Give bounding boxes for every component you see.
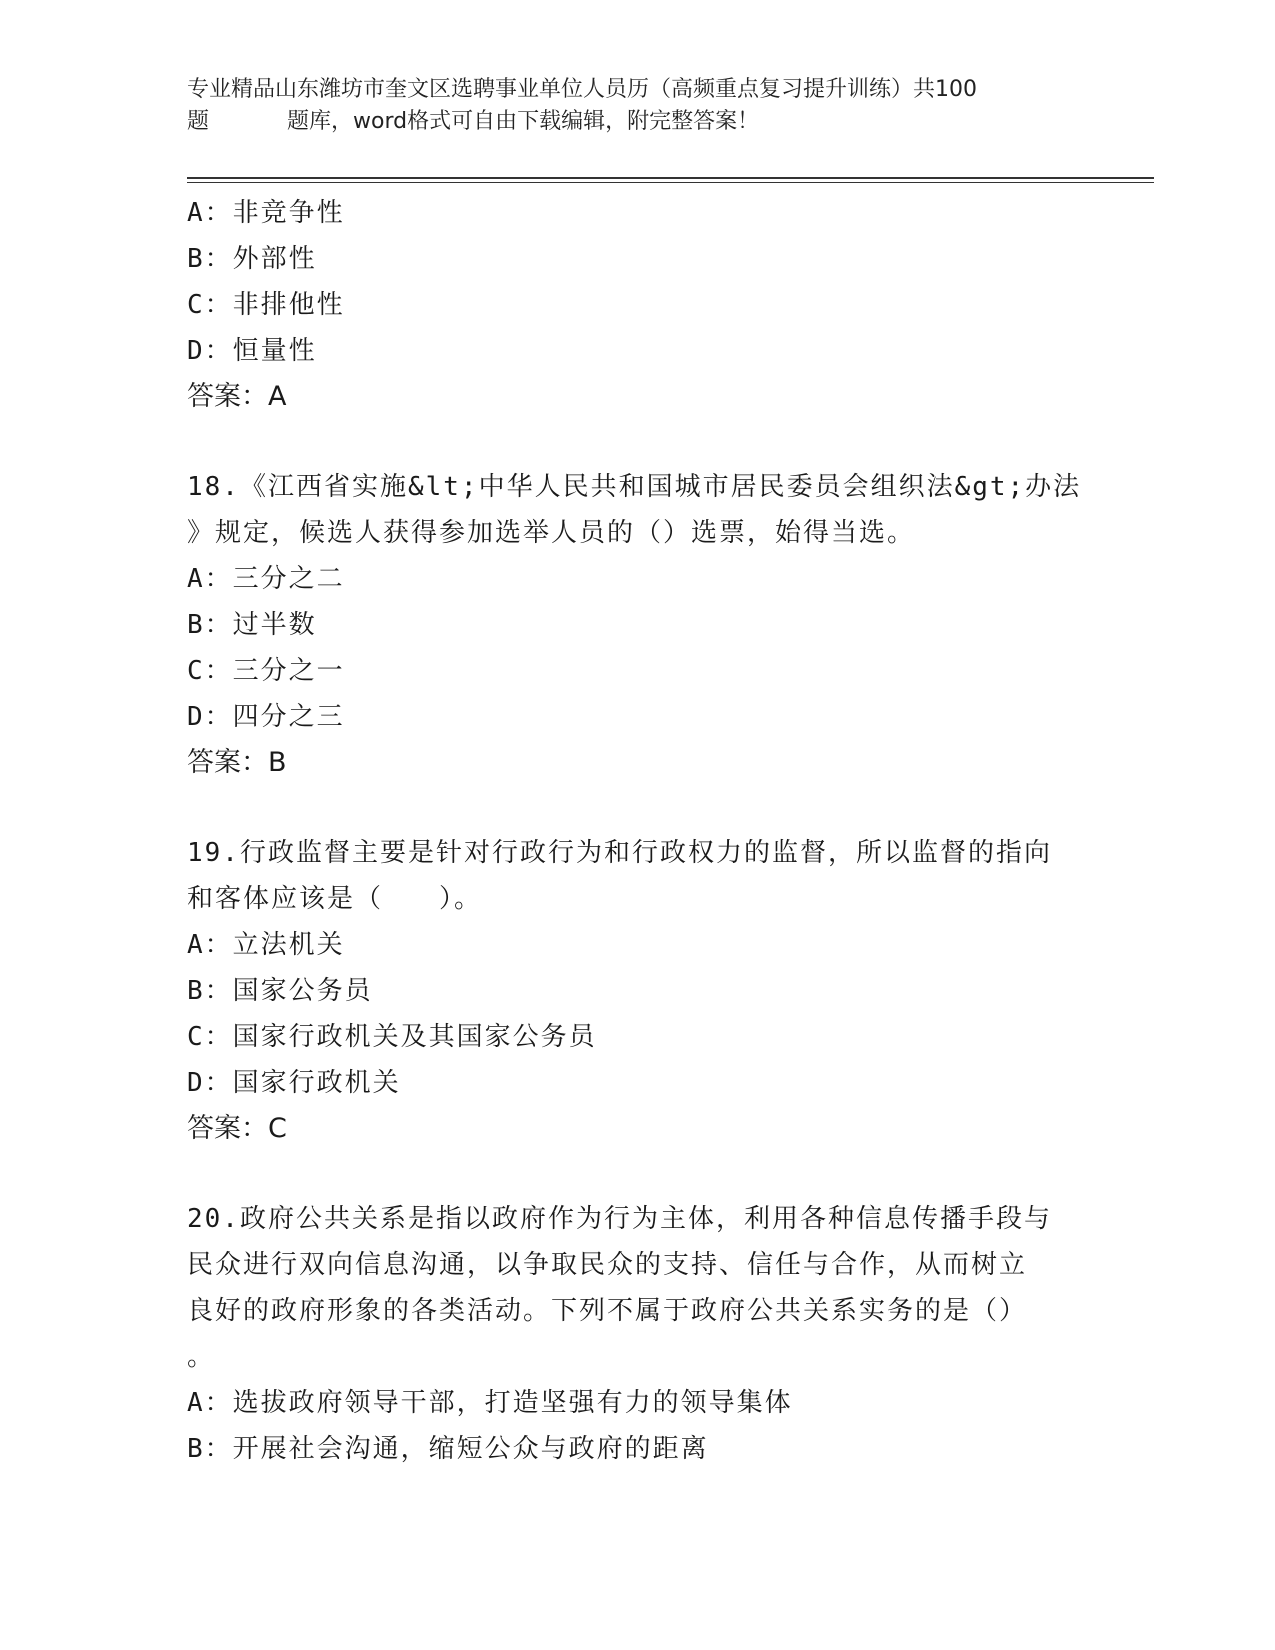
header-line-1: 专业精品山东潍坊市奎文区选聘事业单位人员历（高频重点复习提升训练）共100 xyxy=(187,77,977,102)
question-stem-line: 。 xyxy=(187,1342,216,1372)
header-divider-thick xyxy=(187,177,1154,179)
option-c: C：三分之一 xyxy=(187,656,345,686)
document-body xyxy=(187,190,1087,1472)
answer: 答案：A xyxy=(187,381,287,412)
question-block-18 xyxy=(187,464,1087,786)
header-line-2-rest: 题库，word格式可自由下载编辑，附完整答案！ xyxy=(287,109,760,134)
question-stem-line: 》规定，候选人获得参加选举人员的（）选票，始得当选。 xyxy=(187,518,916,548)
option-b: B：过半数 xyxy=(187,610,317,640)
question-stem-line: 良好的政府形象的各类活动。下列不属于政府公共关系实务的是（） xyxy=(187,1296,1028,1326)
question-block-17 xyxy=(187,190,1087,420)
question-stem-line: 民众进行双向信息沟通，以争取民众的支持、信任与合作，从而树立 xyxy=(187,1250,1028,1280)
option-d: D：恒量性 xyxy=(187,336,317,366)
answer: 答案：B xyxy=(187,747,287,778)
question-stem-line: 18.《江西省实施&lt;中华人民共和国城市居民委员会组织法&gt;办法 xyxy=(187,472,1082,502)
header-line-2-lead: 题 xyxy=(187,109,210,134)
question-stem-line: 19.行政监督主要是针对行政行为和行政权力的监督，所以监督的指向 xyxy=(187,838,1052,868)
option-c: C：国家行政机关及其国家公务员 xyxy=(187,1022,597,1052)
option-b: B：开展社会沟通，缩短公众与政府的距离 xyxy=(187,1434,709,1464)
header-divider-thin xyxy=(187,182,1154,183)
option-a: A：立法机关 xyxy=(187,930,345,960)
option-a: A：选拔政府领导干部，打造坚强有力的领导集体 xyxy=(187,1388,793,1418)
question-stem-line: 20.政府公共关系是指以政府作为行为主体，利用各种信息传播手段与 xyxy=(187,1204,1052,1234)
option-d: D：四分之三 xyxy=(187,702,345,732)
option-d: D：国家行政机关 xyxy=(187,1068,401,1098)
header-line-2 xyxy=(187,106,1087,138)
question-block-19 xyxy=(187,830,1087,1152)
document-header xyxy=(187,74,1087,138)
question-stem-line: 和客体应该是（ ）。 xyxy=(187,884,483,914)
question-block-20 xyxy=(187,1196,1087,1472)
answer: 答案：C xyxy=(187,1113,287,1144)
option-b: B：外部性 xyxy=(187,244,317,274)
option-c: C：非排他性 xyxy=(187,290,345,320)
option-b: B：国家公务员 xyxy=(187,976,373,1006)
option-a: A：三分之二 xyxy=(187,564,345,594)
option-a: A：非竞争性 xyxy=(187,198,345,228)
